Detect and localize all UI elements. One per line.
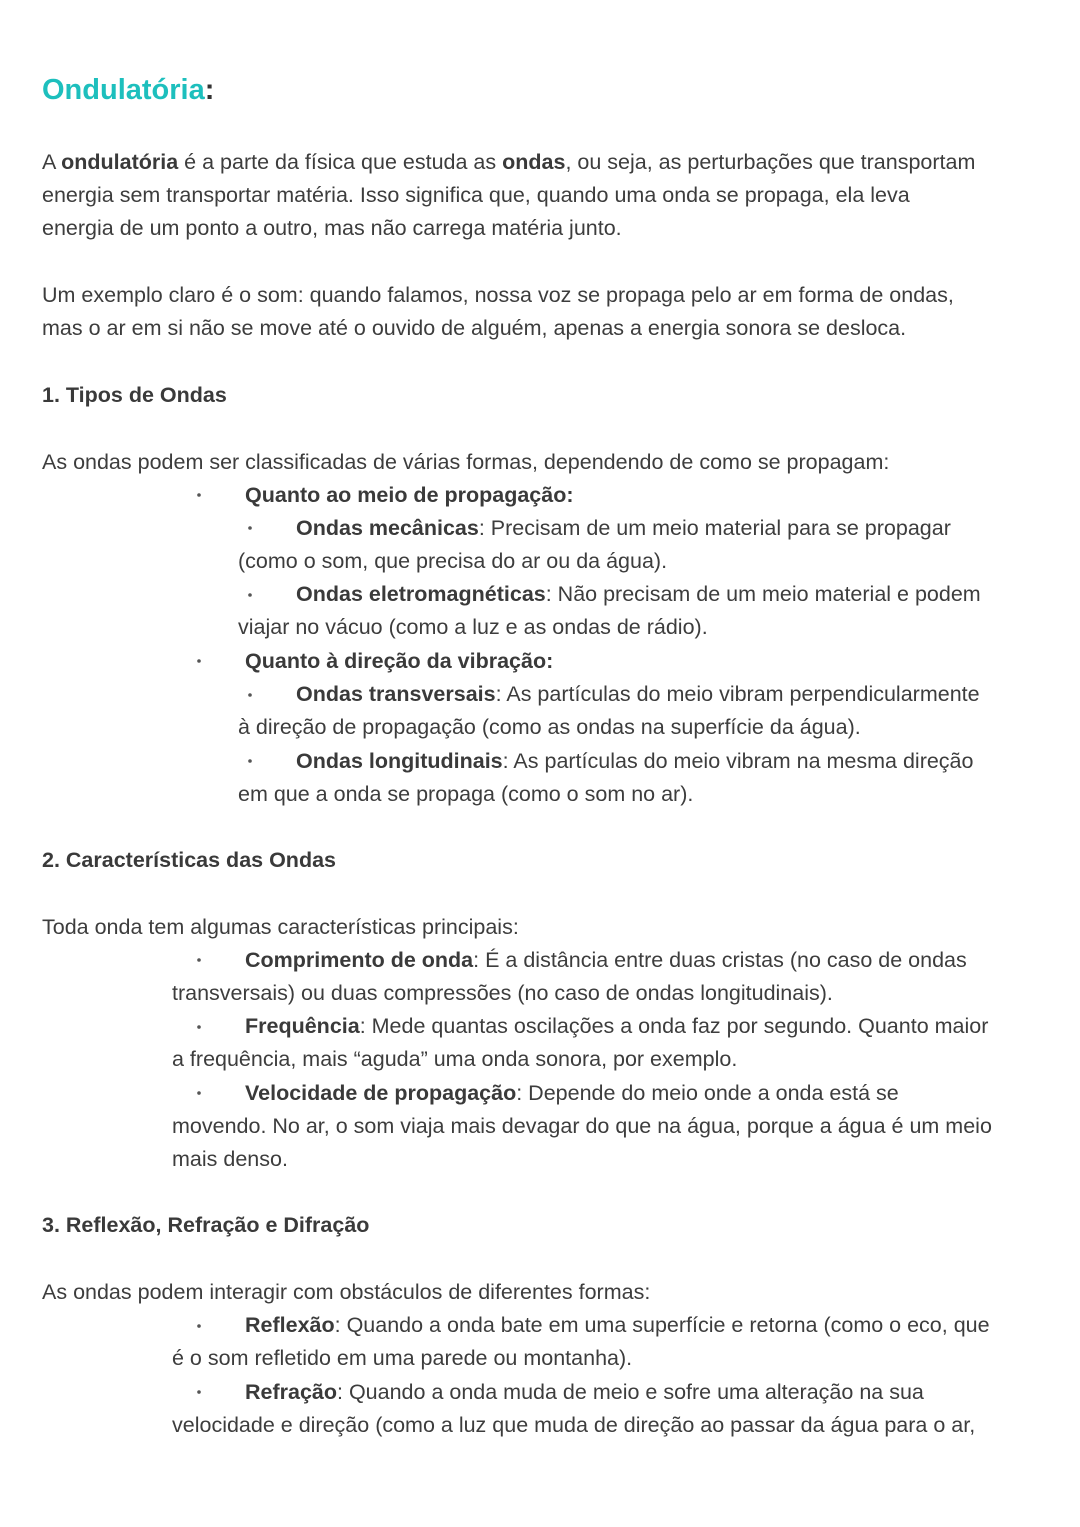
bullet-icon [197,1091,201,1095]
list-item-continuation: transversais) ou duas compressões (no caso de ondas longitudinais). [172,981,833,1005]
section-intro: Toda onda tem algumas características principais: [42,915,519,939]
list-item [245,1010,988,1043]
bold-term: ondas [502,150,566,174]
intro-paragraph-line: energia sem transportar matéria. Isso significa que, quando uma onda se propaga, ela leva [42,183,910,207]
section-heading: 3. Reflexão, Refração e Difração [42,1213,370,1237]
title-colon: : [204,74,215,106]
page-title [42,70,214,110]
bullet-icon [197,1324,201,1328]
bold-term: Velocidade de propagação [245,1081,517,1105]
list-item-continuation: viajar no vácuo (como a luz e as ondas de rádio). [238,615,708,639]
text: : Precisam de um meio material para se propagar [478,516,951,540]
bold-term: Reflexão [245,1313,335,1337]
list-item-continuation: (como o som, que precisa do ar ou da água). [238,549,668,573]
bold-term: Ondas longitudinais [296,749,503,773]
bullet-icon [197,1390,201,1394]
bullet-icon [248,526,252,530]
bold-term: Comprimento de onda [245,948,474,972]
bullet-icon [248,593,252,597]
list-item [296,678,980,711]
text: : Depende do meio onde a onda está se [516,1081,899,1105]
text: : Não precisam de um meio material e podem [545,582,981,606]
text: : Quando a onda bate em uma superfície e retorna (como o eco, que [334,1313,990,1337]
bullet-icon [197,659,201,663]
text: : As partículas do meio vibram perpendicularmente [495,682,980,706]
title-text: Ondulatória [42,74,205,106]
intro-paragraph-line: energia de um ponto a outro, mas não carrega matéria junto. [42,216,622,240]
list-item-continuation: velocidade e direção (como a luz que muda de direção ao passar da água para o ar, [172,1413,976,1437]
list-item [245,1376,924,1409]
list-item [245,1077,899,1110]
list-item-continuation: a frequência, mais “aguda” uma onda sonora, por exemplo. [172,1047,738,1071]
text: , ou seja, as perturbações que transportam [565,150,976,174]
bold-term: Refração [245,1380,338,1404]
list-item-continuation: movendo. No ar, o som viaja mais devagar do que na água, porque a água é um meio [172,1114,992,1138]
list-item [245,944,967,977]
text: : Quando a onda muda de meio e sofre uma alteração na sua [337,1380,924,1404]
bullet-icon [197,1025,201,1029]
group-label: Quanto ao meio de propagação: [245,483,574,507]
bold-term: Ondas transversais [296,682,496,706]
section-intro: As ondas podem interagir com obstáculos de diferentes formas: [42,1280,651,1304]
text: : As partículas do meio vibram na mesma direção [502,749,974,773]
section-intro: As ondas podem ser classificadas de várias formas, dependendo de como se propagam: [42,450,890,474]
text: é a parte da física que estuda as [178,150,503,174]
bullet-icon [197,493,201,497]
group-label: Quanto à direção da vibração: [245,649,554,673]
list-item-continuation: à direção de propagação (como as ondas na superfície da água). [238,715,861,739]
example-paragraph-line: Um exemplo claro é o som: quando falamos, nossa voz se propaga pelo ar em forma de ondas, [42,283,954,307]
list-item-continuation: em que a onda se propaga (como o som no ar). [238,782,694,806]
bullet-icon [197,958,201,962]
list-item [245,1309,990,1342]
text: : Mede quantas oscilações a onda faz por segundo. Quanto maior [359,1014,989,1038]
list-item [296,578,981,611]
bold-term: Ondas eletromagnéticas [296,582,546,606]
bold-term: ondulatória [61,150,179,174]
section-heading: 1. Tipos de Ondas [42,383,227,407]
text: A [42,150,62,174]
bullet-icon [248,759,252,763]
section-heading: 2. Características das Ondas [42,848,336,872]
bold-term: Frequência [245,1014,360,1038]
bullet-icon [248,693,252,697]
example-paragraph-line: mas o ar em si não se move até o ouvido de alguém, apenas a energia sonora se desloca. [42,316,907,340]
list-item [296,745,973,778]
list-item-continuation: é o som refletido em uma parede ou montanha). [172,1346,633,1370]
list-item [296,512,951,545]
text: : É a distância entre duas cristas (no caso de ondas [473,948,967,972]
bold-term: Ondas mecânicas [296,516,479,540]
list-item-continuation: mais denso. [172,1147,288,1171]
intro-paragraph-line [42,146,975,179]
